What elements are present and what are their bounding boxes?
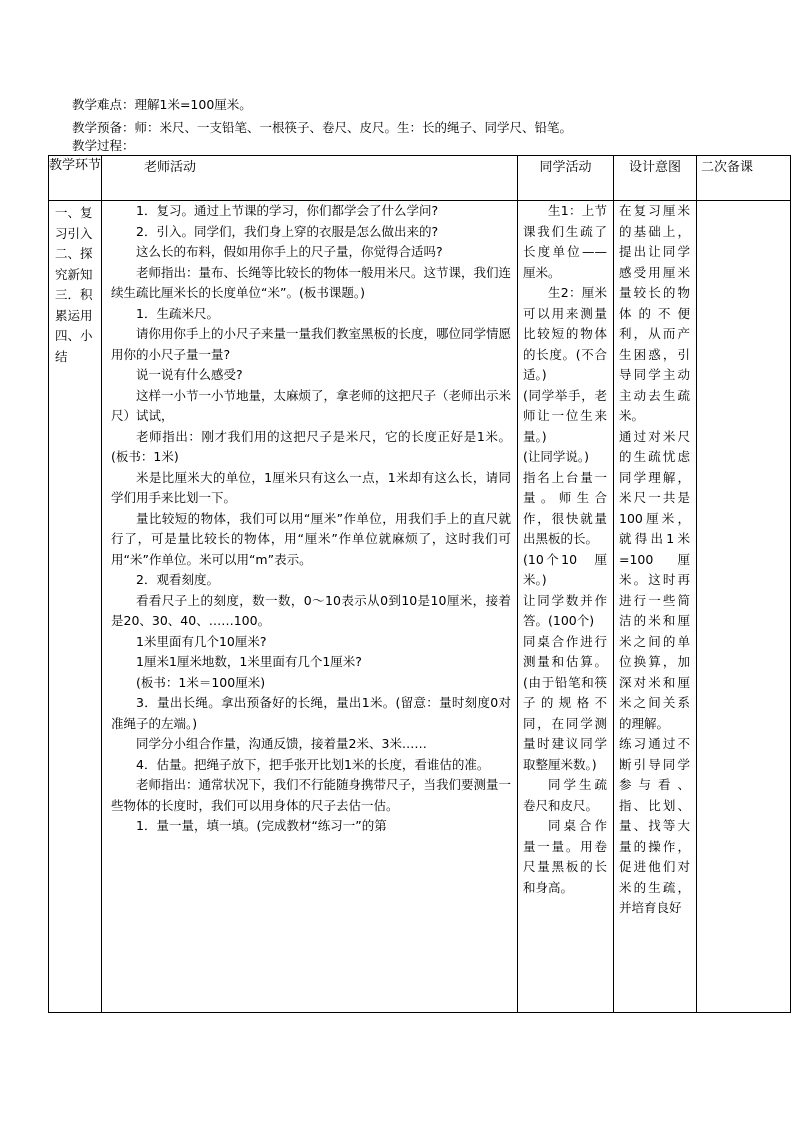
- teacher-paragraph: 1米里面有几个10厘米?: [136, 633, 267, 649]
- teacher-paragraph: (板书：1米＝100厘米): [136, 674, 266, 690]
- table-header-row: [49, 156, 791, 201]
- lesson-plan-table: [48, 155, 791, 1013]
- teacher-paragraph: 1厘米1厘米地数，1米里面有几个1厘米?: [136, 654, 362, 669]
- student-activity-cell: [518, 201, 614, 1013]
- stage-text: 一、复习引入二、探究新知三．积累运用四、小结: [55, 205, 93, 364]
- student-activity-text: [518, 201, 613, 898]
- teacher-paragraph: 量比较短的物体，我们可以用“厘米”作单位，用我们手上的直尺就行了，可是量比较长的物体，用“厘米”作单位就麻烦了，这时我们可用“米”作单位。米可以用“m”表示。: [111, 510, 511, 567]
- teaching-process-label: 教学过程：: [72, 138, 135, 153]
- teacher-paragraph: 1．量一量，填一填。(完成教材“练习一”的第: [136, 818, 387, 833]
- teacher-paragraph: 这么长的布料，假如用你手上的尺子量，你觉得合适吗?: [136, 244, 443, 259]
- teacher-paragraph: 老师指出：刚才我们用的这把尺子是米尺，它的长度正好是1米。(板书：1米): [111, 428, 511, 464]
- student-paragraph: 生2：厘米可以用来测量比较短的物体的长度。(不合适。): [523, 285, 607, 382]
- design-intent-text: [614, 201, 696, 919]
- teacher-paragraph: 4．估量。把绳子放下，把手张开比划1米的长度，看谁估的准。: [136, 756, 490, 772]
- student-paragraph: 生1：上节课我们生疏了长度单位——厘米。: [523, 203, 607, 280]
- teacher-paragraph: 3．量出长绳。拿出预备好的长绳，量出1米。(留意：量时刻度0对准绳子的左端。): [111, 695, 511, 731]
- header-student-activity: 同学活动: [518, 156, 614, 201]
- second-prep-cell: [697, 201, 791, 1013]
- header-teacher-activity: 老师活动: [102, 156, 518, 201]
- teacher-paragraph: 老师指出：通常状况下，我们不行能随身携带尺子，当我们要测量一些物体的长度时，我们可以用身体的尺子去估一估。: [111, 777, 512, 813]
- header-design-intent: 设计意图: [614, 156, 697, 201]
- teacher-paragraph: 请你用你手上的小尺子来量一量我们教室黑板的长度，哪位同学情愿用你的小尺子量一量?: [111, 326, 512, 362]
- teacher-activity-cell: [102, 201, 518, 1013]
- teacher-paragraph: 1．复习。通过上节课的学习，你们都学会了什么学问?: [136, 203, 439, 218]
- student-paragraph: 同桌合作量一量。用卷尺量黑板的长和身高。: [523, 818, 607, 895]
- teacher-paragraph: 老师指出：量布、长绳等比较长的物体一般用米尺。这节课，我们连续生疏比厘米长的长度单位“米”。(板书课题。): [111, 264, 512, 300]
- design-paragraph: 练习通过不断引导同学参与看、指、比划、量、找等大量的操作，促进他们对米的生疏，并培育良好: [619, 736, 690, 915]
- student-paragraph: (同学举手，老师让一位生来量。): [523, 387, 607, 444]
- header-stage: 教学环节: [49, 156, 102, 201]
- student-paragraph: 指名上台量一量。师生合作，很快就量出黑板的长。: [523, 469, 607, 546]
- student-paragraph: (让同学说。): [523, 449, 590, 464]
- teacher-paragraph: 1．生疏米尺。: [136, 305, 219, 321]
- student-paragraph: 同桌合作进行测量和估算。(由于铅笔和筷子的规格不同，在同学测量时建议同学取整厘米数。): [523, 633, 607, 772]
- teacher-paragraph: 米是比厘米大的单位，1厘米只有这么一点，1米却有这么长，请同学们用手来比划一下。: [111, 469, 511, 505]
- student-paragraph: 同学生疏卷尺和皮尺。: [523, 777, 607, 813]
- header-second-prep: 二次备课: [697, 156, 791, 201]
- teacher-paragraph: 2．引入。同学们，我们身上穿的衣服是怎么做出来的?: [136, 223, 439, 239]
- table-body-row: [49, 201, 791, 1013]
- student-paragraph: (10个10 厘米。): [523, 551, 607, 587]
- teacher-paragraph: 看看尺子上的刻度，数一数，0～10表示从0到10是10厘米，接着是20、30、40、……100。: [111, 592, 511, 628]
- design-intent-cell: [614, 201, 697, 1013]
- teaching-difficulty: 教学难点：理解1米=100厘米。: [72, 97, 252, 112]
- design-paragraph: 通过对米尺的生疏忧虑同学理解，米尺一共是100厘米，就得出1米=100厘米。这时再进行一些简洁的米和厘米之间的单位换算，加深对米和厘米之间关系的理解。: [619, 428, 690, 731]
- student-paragraph: 让同学数并作答。(100个): [523, 592, 607, 628]
- teacher-paragraph: 说一说有什么感受?: [136, 367, 243, 382]
- stage-cell: [49, 201, 102, 1013]
- design-paragraph: 在复习厘米的基础上，提出让同学感受用厘米量较长的物体的不便利，从而产生困惑，引导同学主动主动去生疏米。: [619, 203, 690, 423]
- teacher-paragraph: 2．观看刻度。: [136, 572, 219, 587]
- teaching-preparation: 教学预备：师：米尺、一支铅笔、一根筷子、卷尺、皮尺。生：长的绳子、同学尺、铅笔。: [72, 120, 573, 135]
- teacher-paragraph: 这样一小节一小节地量，太麻烦了，拿老师的这把尺子（老师出示米尺）试试，: [111, 387, 512, 423]
- teacher-activity-text: [102, 201, 517, 837]
- teacher-paragraph: 同学分小组合作量，沟通反馈，接着量2米、3米……: [136, 736, 427, 751]
